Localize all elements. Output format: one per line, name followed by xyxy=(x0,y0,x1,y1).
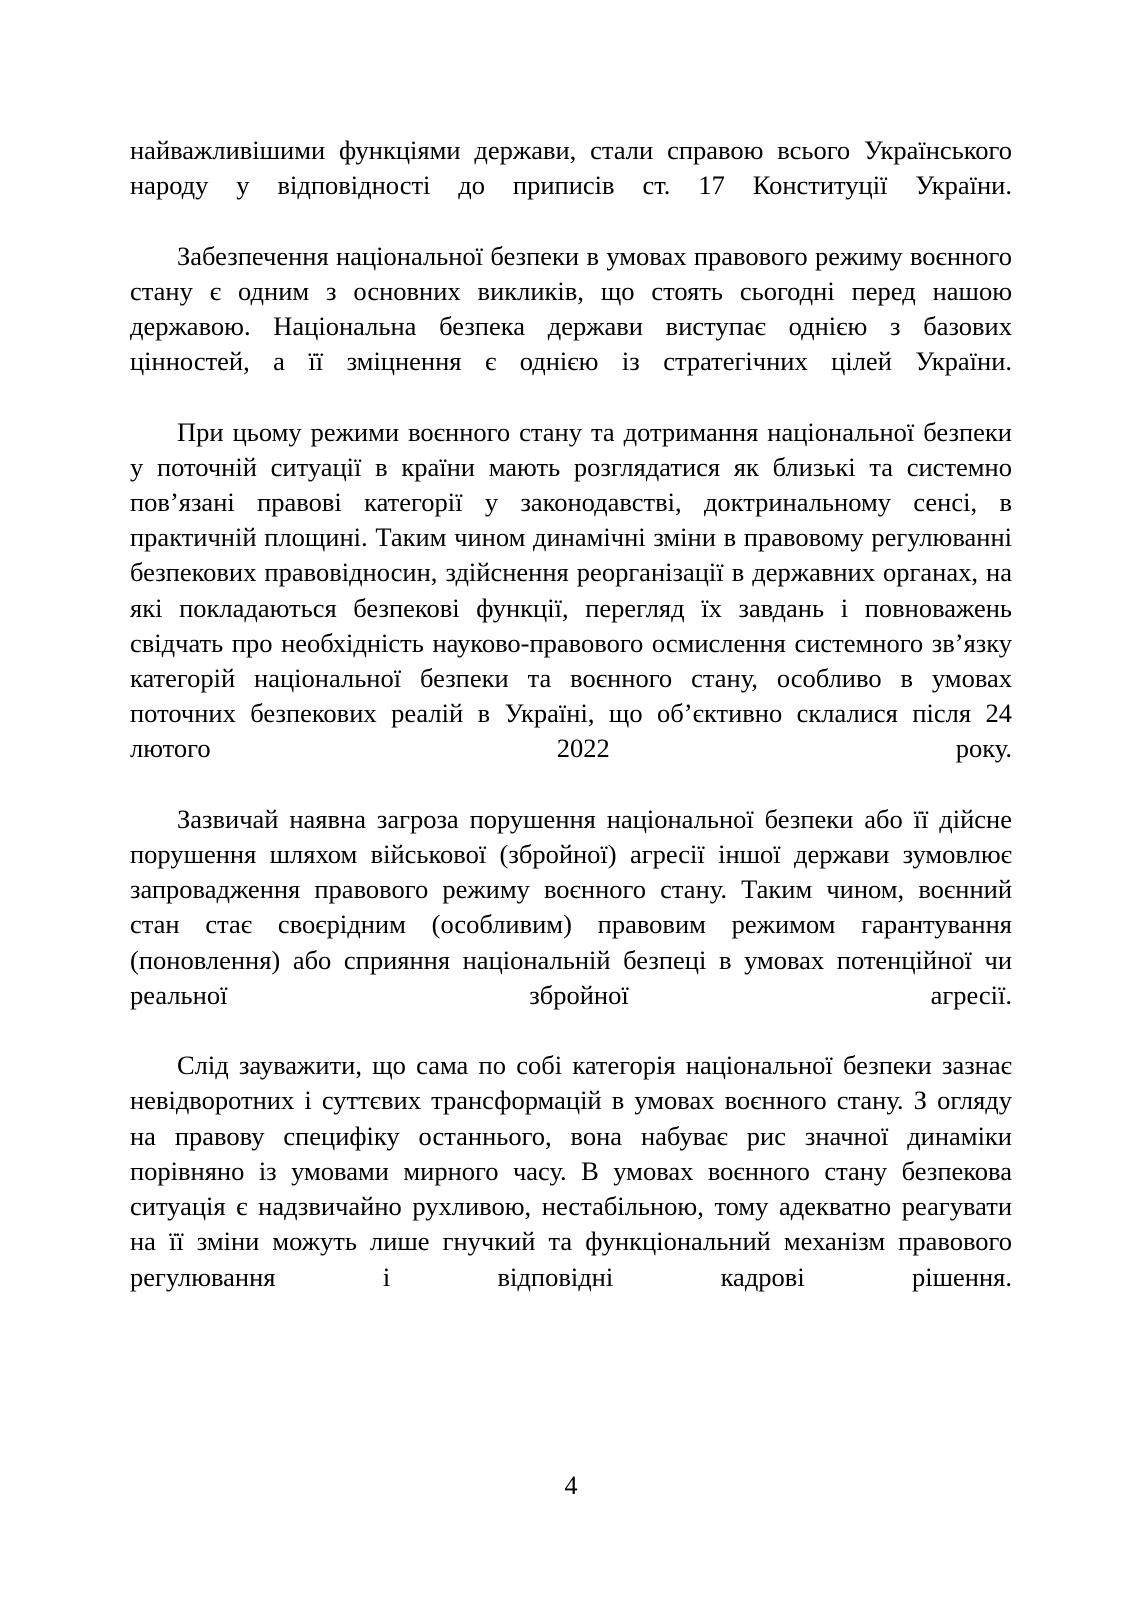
paragraph-transformations: Слід зауважити, що сама по собі категорія національної безпеки зазнає невідворотних і суттєвих трансформацій в умовах воєнного стану. З огляду на правову специфіку останнього, вона набуває рис значної динаміки порівняно із умовами мирного часу. В умовах воєнного стану безпекова ситуація є надзвичайно рухливою, нестабільною, тому адекватно реагувати на її зміни можуть лише гнучкий та функціональний механізм правового регулювання і відповідні кадрові рішення. xyxy=(130,1050,1012,1292)
paragraph-martial-law-regimes: При цьому режими воєнного стану та дотримання національної безпеки у поточній ситуації в країни мають розглядатися як близькі та системно пов’язані правові категорії у законодавстві, доктринальному сенсі, в практичній площині. Таким чином динамічні зміни в правовому регулюванні безпекових правовідносин, здійснення реорганізації в державних органах, на які покладаються безпекові функції, перегляд їх завдань і повноважень свідчать про необхідність науково-правового осмислення системного зв’язку категорій національної безпеки та воєнного стану, особливо в умовах поточних безпекових реалій в Україні, що об’єктивно склалися після 24 лютого 2022 року. xyxy=(130,416,1012,764)
paragraph-continuation: найважливішими функціями держави, стали справою всього Українського народу у відповідності до приписів ст. 17 Конституції України. xyxy=(130,135,1012,201)
paragraph-threat-violation: Зазвичай наявна загроза порушення національної безпеки або її дійсне порушення шляхом військової (збройної) агресії іншої держави зумовлює запровадження правового режиму воєнного стану. Таким чином, воєнний стан стає своєрідним (особливим) правовим режимом гарантування (поновлення) або сприяння національній безпеці в умовах потенційної чи реальної збройної агресії. xyxy=(130,803,1012,1010)
page-number: 4 xyxy=(564,1471,578,1500)
body-text-column xyxy=(130,133,1012,1330)
paragraph-national-security: Забезпечення національної безпеки в умовах правового режиму воєнного стану є одним з основних викликів, що стоять сьогодні перед нашою державою. Національна безпека держави виступає однією з базових цінностей, а її зміцнення є однією із стратегічних цілей України. xyxy=(130,240,1012,377)
